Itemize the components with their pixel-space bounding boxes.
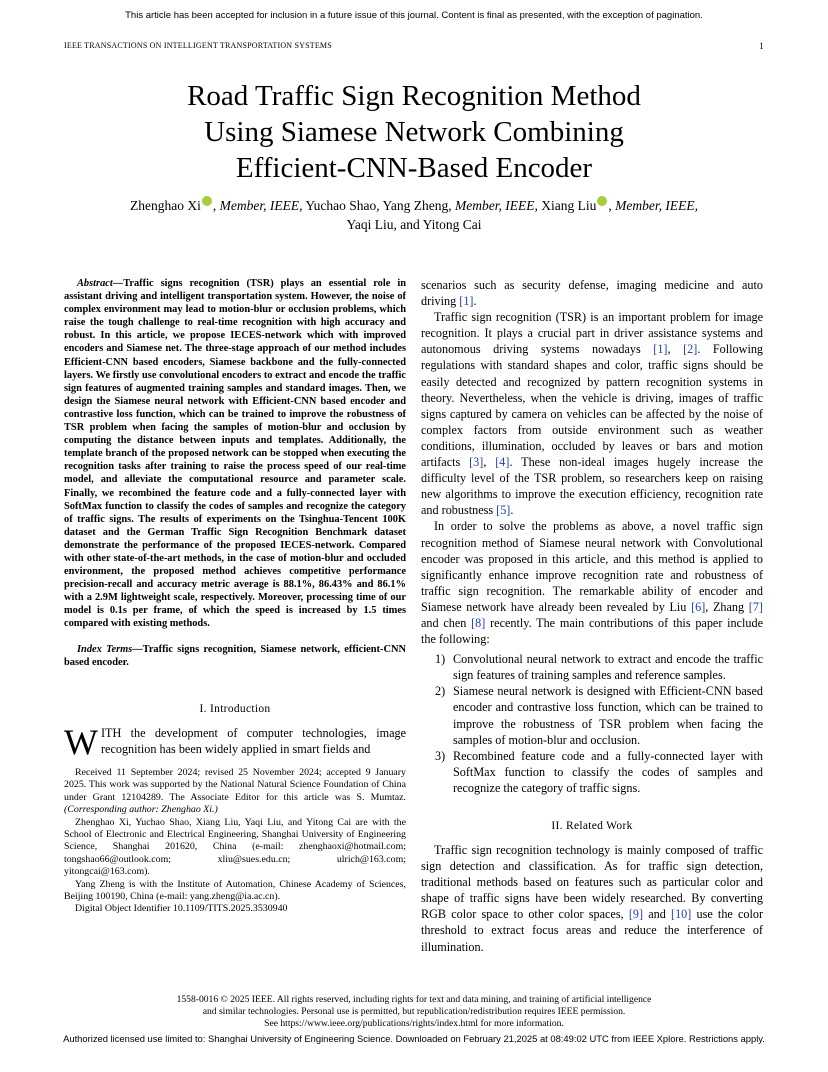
body-paragraph bbox=[421, 277, 763, 309]
citation-link[interactable]: [2] bbox=[683, 342, 698, 357]
orcid-icon[interactable] bbox=[202, 196, 212, 206]
citation-link[interactable]: [3] bbox=[469, 455, 484, 470]
list-item bbox=[421, 651, 763, 683]
body-text: These non-ideal images hugely increase the difficulty level of the TSR problem, so researchers keep on raising new algorithms to improve the execution efficiency, recognition rate and robustness bbox=[421, 455, 764, 518]
body-paragraph: Traffic sign recognition (TSR) is an important problem for image recognition. It plays a crucial part in driver assistance systems and autonomous driving systems nowadays [1], [2]. Following regulations with standard shapes and color, traffic signs should be easily detected and recognized by pattern recognition systems in theory. Nevertheless, when the vehicle is driving, images of traffic signs captured by camera on vehicles can be affected by the noise of complex factors from outside environment such as weather conditions, illumination, occluded by leaves or bars and motion artifacts [3], [4]. These non-ideal images hugely increase the difficulty level of the TSR problem, so researchers keep on raising new algorithms to improve the execution efficiency, recognition rate and robustness [5]. bbox=[421, 310, 764, 518]
footnote-text: Received 11 September 2024; revised 25 November 2024; accepted 9 January 2025. This work was supported by the National Natural Science Foundation of China under Grant 12104289. The Associate Editor for this article was S. Mumtaz. bbox=[64, 766, 406, 803]
author-name: Xiang Liu bbox=[541, 198, 597, 213]
acceptance-banner: This article has been accepted for inclusion in a future issue of this journal. Content is final as presented, with the exception of pagination. bbox=[125, 10, 703, 21]
list-number: 1) bbox=[435, 652, 446, 667]
body-text: Following regulations with standard shapes and color, traffic signs should be easily detected and recognized by pattern recognition systems in theory. Nevertheless, when the vehicle is driving, images of traffic signs captured by camera on vehicles can be affected by the noise of complex factors from outside environment such as weather conditions, illumination, occluded by leaves or bars and motion artifacts bbox=[421, 342, 764, 470]
orcid-icon[interactable] bbox=[597, 196, 607, 206]
body-paragraph bbox=[421, 842, 763, 955]
abstract-label: Abstract bbox=[77, 278, 113, 289]
body-text: . bbox=[473, 294, 477, 309]
title-line: Using Siamese Network Combining bbox=[204, 116, 624, 148]
footnote-doi: Digital Object Identifier 10.1109/TITS.2025.3530940 bbox=[75, 903, 288, 915]
body-text: scenarios such as security defense, imaging medicine and auto driving bbox=[421, 278, 763, 309]
footer-line: See https://www.ieee.org/publications/rights/index.html for more information. bbox=[264, 1017, 564, 1029]
em-dash: — bbox=[132, 643, 143, 655]
paper-title bbox=[60, 78, 768, 186]
citation-link[interactable]: [5] bbox=[496, 503, 511, 518]
title-line: Road Traffic Sign Recognition Method bbox=[187, 80, 641, 112]
intro-paragraph bbox=[64, 721, 406, 762]
footnote-affiliation-2: Yang Zheng is with the Institute of Automation, Chinese Academy of Sciences, Beijing 100190, China (e-mail: yang.zheng@ia.ac.cn). bbox=[64, 878, 406, 902]
author-name: Yuchao Shao, Yang Zheng, bbox=[305, 198, 452, 213]
contributions-list bbox=[421, 651, 763, 796]
corresponding-author: (Corresponding author: Zhenghao Xi.) bbox=[64, 804, 218, 816]
body-text: In order to solve the problems as above, a novel traffic sign recognition method of Siamese neural network with Convolutional encoder was proposed in this article, and this method is applied to significantly enhance improve recognition rate and robustness of traffic sign recognition. The remarkable ability of encoder and Siamese network have already been revealed by Liu bbox=[421, 519, 763, 614]
em-dash: — bbox=[112, 278, 124, 289]
footnote-affiliation: Zhenghao Xi, Yuchao Shao, Xiang Liu, Yaqi Liu, and Yitong Cai are with the School of Electronic and Electrical Engineering, Shanghai University of Engineering Science, Shanghai 201620, China (e-mail: zhenghaoxi@hotmail.com; tongshao66@outlook.com; xliu@sues.edu.cn; ulrich@163.com; yitongcai@163.com). bbox=[64, 816, 406, 878]
drop-cap: W bbox=[64, 721, 98, 762]
abstract bbox=[64, 277, 406, 631]
list-text: Convolutional neural network to extract and encode the traffic sign features of training samples and reference samples. bbox=[453, 652, 763, 683]
footer-line: and similar technologies. Personal use is permitted, but republication/redistribution requires IEEE permission. bbox=[202, 1005, 626, 1017]
right-column bbox=[421, 277, 763, 955]
citation-link[interactable]: [6] bbox=[691, 599, 706, 614]
section-heading-introduction: I. Introduction bbox=[199, 702, 271, 715]
list-item bbox=[421, 683, 763, 747]
list-item bbox=[421, 748, 763, 796]
author-membership: Member, IEEE, bbox=[219, 198, 303, 213]
citation-link[interactable]: [1] bbox=[459, 294, 474, 309]
body-text: and chen bbox=[421, 615, 467, 630]
abstract-text: Traffic signs recognition (TSR) plays an essential role in assistant driving and intelligent transportation system. However, the noise of complex environment may lead to motion-blur or occlusion problems, which raise the tough challenge to real-time recognition with high accuracy and robust. In this article, we propose IECES-network which with improved encoders and Siamese net. The three-stage approach of our method includes Efficient-CNN based encoders, Siamese backbone and the fully-connected layers. We firstly use convolutional encoders to extract and encode the traffic sign features of augmented training samples and standard images. Then, we design the Siamese neural network with Efficient-CNN based encoder and contrastive loss function, which can be trained to improve the robustness of TSR problem when facing the samples of motion-blur and occlusion by computing the distance between inputs and templates. Additionally, the template branch of the proposed network can be stopped when executing the recognition tasks after training to raise the process speed of our real-time model, and alleviate the computational resource and parameter scale. Finally, we recombined the feature code and a fully-connected layer with SoftMax function to classify the codes of samples and recognize the category of traffic signs. The results of experiments on the Tsinghua-Tencent 100K dataset and the German Traffic Sign Recognition Benchmark dataset demonstrate the performance of the proposed IECES-network. Compared with other state-of-the-art methods, in the case of motion-blur and occluded environment, the proposed method achieves competitive performance precision-recall and accuracy metric average is 88.1%, 86.43% and 86.1% with a 2.9M lightweight scale, respectively. Moreover, processing time of our model is 0.1s per frame, of which the speed is increased by 1.5 times compared with existing methods. bbox=[64, 278, 406, 630]
page-number: 1 bbox=[759, 41, 764, 51]
citation-link[interactable]: [7] bbox=[748, 599, 763, 614]
author-membership: Member, IEEE, bbox=[455, 198, 538, 213]
license-notice: Authorized licensed use limited to: Shanghai University of Engineering Science. Downloaded on February 21,2025 at 08:49:02 UTC from IEEE Xplore. Restrictions apply. bbox=[63, 1033, 765, 1044]
footnote-received bbox=[64, 767, 406, 817]
body-paragraph: In order to solve the problems as above, a novel traffic sign recognition method of Siamese neural network with Convolutional encoder was proposed in this article, and this method is applied to significantly enhance improve recognition rate and robustness of traffic sign recognition. The remarkable ability of encoder and Siamese network have already been revealed by Liu [6], Zhang [7] and chen [8] recently. The main contributions of this paper include the following: bbox=[421, 519, 764, 647]
body-text: and bbox=[648, 907, 666, 922]
list-text: Siamese neural network is designed with Efficient-CNN based encoder and contrastive loss function, which can be trained to improve the robustness of TSR problem when facing the samples of motion-blur and occlusion. bbox=[453, 684, 763, 747]
author-name: Zhenghao Xi bbox=[130, 198, 201, 213]
index-terms-text: Traffic signs recognition, Siamese network, efficient-CNN based encoder. bbox=[64, 643, 406, 668]
copyright-footer bbox=[64, 994, 764, 1029]
list-text: Recombined feature code and a fully-connected layer with SoftMax function to classify the codes of samples and recognize the category of traffic signs. bbox=[453, 748, 763, 795]
citation-link[interactable]: [1] bbox=[653, 342, 668, 357]
body-text: Zhang bbox=[712, 599, 745, 614]
author-list: Zhenghao Xi , Member, IEEE, Yuchao Shao, Yang Zheng, Member, IEEE, Xiang Liu , Member, IEEE, Yaqi Liu, and Yitong Cai bbox=[130, 198, 698, 232]
body-text: Traffic sign recognition (TSR) is an important problem for image recognition. It plays a crucial part in driver assistance systems and autonomous driving systems nowadays bbox=[421, 310, 763, 357]
citation-link[interactable]: [9] bbox=[628, 907, 644, 922]
intro-text: ITH the development of computer technologies, image recognition has been widely applied in smart fields and bbox=[100, 725, 406, 756]
journal-name: IEEE TRANSACTIONS ON INTELLIGENT TRANSPORTATION SYSTEMS bbox=[64, 41, 332, 50]
left-column bbox=[64, 277, 406, 916]
author-membership: Member, IEEE, bbox=[615, 198, 698, 213]
body-text: Traffic sign recognition technology is mainly composed of traffic sign detection and classification. As for traffic sign detection, traditional methods based on features such as particular color and shape of traffic signs have been widely researched. By converting RGB color space to other color spaces, bbox=[421, 843, 763, 922]
citation-link[interactable]: [4] bbox=[495, 455, 510, 470]
list-number: 2) bbox=[435, 684, 446, 699]
title-line: Efficient-CNN-Based Encoder bbox=[235, 152, 593, 184]
index-terms bbox=[64, 643, 406, 669]
section-heading-related-work: II. Related Work bbox=[551, 820, 633, 832]
running-header bbox=[64, 41, 764, 50]
author-name: Yaqi Liu, and Yitong Cai bbox=[346, 217, 482, 232]
list-number: 3) bbox=[435, 748, 446, 763]
index-terms-label: Index Terms bbox=[77, 643, 133, 655]
citation-link[interactable]: [10] bbox=[671, 907, 692, 922]
body-text: recently. The main contributions of this paper include the following: bbox=[421, 615, 764, 647]
citation-link[interactable]: [8] bbox=[471, 615, 486, 630]
body-text: use the color threshold to extract focus areas and reduce the interference of illumination. bbox=[421, 907, 764, 954]
footer-line: 1558-0016 © 2025 IEEE. All rights reserved, including rights for text and data mining, and training of artificial intelligence bbox=[176, 994, 652, 1005]
